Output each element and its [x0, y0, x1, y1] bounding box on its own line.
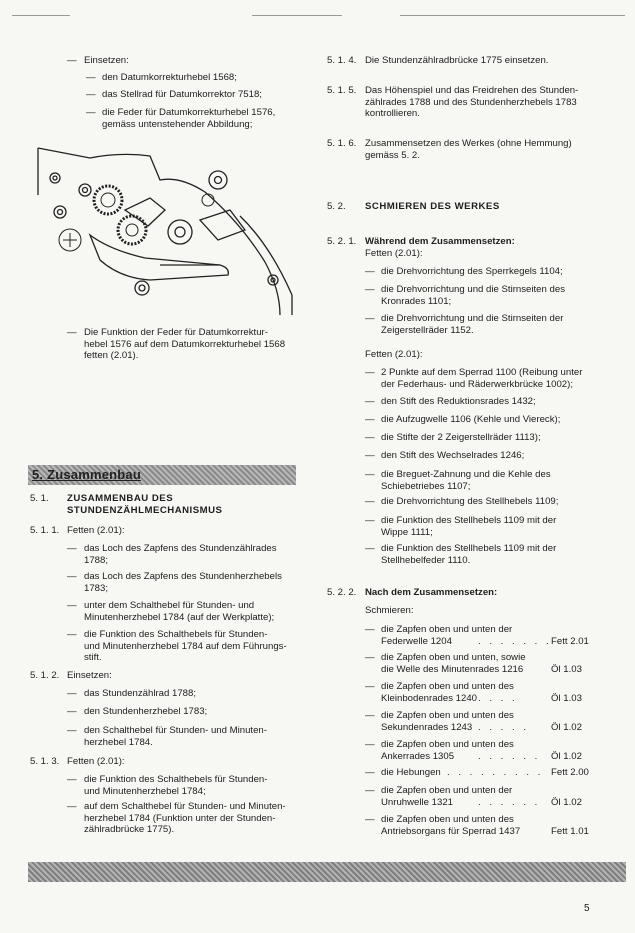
list-item: die Breguet-Zahnung und die Kehle des Schiebetriebes 1107; [381, 469, 551, 492]
dash: — [67, 571, 77, 582]
dash: — [365, 313, 375, 324]
dash: — [365, 450, 375, 461]
dash: — [86, 72, 96, 83]
dash: — [365, 739, 375, 750]
lubrication-item: die Zapfen oben und unten, sowie die Welle des Minutenrades 1216 [381, 652, 526, 675]
dash: — [365, 785, 375, 796]
list-item: die Aufzugwelle 1106 (Kehle und Viereck); [381, 414, 561, 425]
dash: — [365, 496, 375, 507]
section-number: 5. 1. 6. [327, 138, 357, 149]
list-item: das Stellrad für Datumkorrektor 7518; [102, 89, 262, 100]
section-number: 5. 1. 4. [327, 55, 357, 66]
lubricant-value: Fett 1.01 [551, 825, 589, 837]
lubricant-value: Öl 1.03 [551, 663, 582, 675]
dash: — [365, 624, 375, 635]
subsection-title: Während dem Zusammensetzen: [365, 236, 515, 247]
dash: — [365, 814, 375, 825]
dash: — [67, 600, 77, 611]
lubrication-item: die Zapfen oben und unten des Ankerrades 1305 [381, 739, 514, 762]
lubricant-value: Öl 1.02 [551, 750, 582, 762]
list-item: die Feder für Datumkorrekturhebel 1576, gemäss untenstehender Abbildung; [102, 107, 276, 130]
dash: — [67, 629, 77, 640]
list-item: die Funktion des Stellhebels 1109 mit der Stellhebelfeder 1110. [381, 543, 557, 566]
leader-dots: . . . . [478, 692, 518, 704]
list-item: die Drehvorrichtung und die Stirnseiten des Kronrades 1101; [381, 284, 565, 307]
lubricant-value: Öl 1.02 [551, 721, 582, 733]
lubrication-item: die Zapfen oben und unten des Kleinbodenrades 1240 [381, 681, 514, 704]
paragraph: Zusammensetzen des Werkes (ohne Hemmung) gemäss 5. 2. [365, 138, 572, 161]
section-header-bar [28, 465, 296, 485]
list-item: den Datumkorrekturhebel 1568; [102, 72, 237, 83]
section-number: 5. 2. [327, 201, 346, 212]
dash: — [365, 266, 375, 277]
list-item: die Funktion des Schalthebels für Stunden- und Minutenherzhebel 1784 auf dem Führungs- stift. [84, 629, 287, 664]
subsection-title: Nach dem Zusammensetzen: [365, 587, 498, 598]
section-title: 5. Zusammenbau [32, 467, 141, 482]
section-number: 5. 1. [30, 493, 49, 504]
dash: — [365, 543, 375, 554]
leader-dots: . . . . . . [478, 750, 541, 762]
dash: — [365, 414, 375, 425]
lubricant-value: Öl 1.03 [551, 692, 582, 704]
dash: — [365, 469, 375, 480]
subheading: Fetten (2.01): [67, 525, 125, 536]
lubrication-item: die Zapfen oben und unten des Sekundenrades 1243 [381, 710, 514, 733]
subheading: Einsetzen: [67, 670, 112, 681]
list-item: die Drehvorrichtung des Sperrkegels 1104; [381, 266, 563, 277]
leader-dots: . . . . . [478, 721, 529, 733]
list-item: unter dem Schalthebel für Stunden- und Minutenherzhebel 1784 (auf der Werkplatte); [84, 600, 275, 623]
figure-note: Die Funktion der Feder für Datumkorrektur- hebel 1576 auf dem Datumkorrekturhebel 1568 fetten (2.01). [84, 327, 286, 362]
dash: — [67, 774, 77, 785]
top-rule-mid [252, 15, 342, 16]
list-item: die Drehvorrichtung und die Stirnseiten der Zeigerstellräder 1152. [381, 313, 564, 336]
lubrication-item: die Zapfen oben und unten des Antriebsorgans für Sperrad 1437 [381, 814, 521, 837]
section-number: 5. 1. 1. [30, 525, 60, 536]
footer-bar [28, 862, 626, 882]
lubricant-value: Öl 1.02 [551, 796, 582, 808]
einsetzen-heading: Einsetzen: [84, 55, 129, 66]
list-item: auf dem Schalthebel für Stunden- und Minuten- herzhebel 1784 (Funktion unter der Stunden- zählradbrücke 1775). [84, 801, 286, 836]
top-rule-left [12, 15, 70, 16]
list-item: das Loch des Zapfens des Stundenherzhebels 1783; [84, 571, 282, 594]
subheading: Fetten (2.01): [67, 756, 125, 767]
dash: — [67, 688, 77, 699]
list-item: den Stift des Wechselrades 1246; [381, 450, 525, 461]
dash: — [67, 327, 77, 338]
dash: — [67, 543, 77, 554]
list-item: die Stifte der 2 Zeigerstellräder 1113); [381, 432, 541, 443]
leader-dots: . . . . . . . [478, 635, 552, 647]
dash: — [86, 89, 96, 100]
dash: — [365, 515, 375, 526]
lubrication-item: die Hebungen [381, 767, 441, 778]
section-number: 5. 1. 5. [327, 85, 357, 96]
list-item: den Stift des Reduktionsrades 1432; [381, 396, 536, 407]
list-item: das Loch des Zapfens des Stundenzählrades 1788; [84, 543, 277, 566]
list-item: den Stundenherzhebel 1783; [84, 706, 208, 717]
paragraph: Die Stundenzählradbrücke 1775 einsetzen. [365, 55, 549, 66]
dash: — [365, 432, 375, 443]
lubricant-value: Fett 2.00 [551, 767, 589, 778]
list-item: das Stundenzählrad 1788; [84, 688, 197, 699]
list-item: den Schalthebel für Stunden- und Minuten- herzhebel 1784. [84, 725, 267, 748]
subheading: Fetten (2.01): [365, 248, 423, 259]
dash: — [365, 367, 375, 378]
paragraph: Das Höhenspiel und das Freidrehen des Stunden- zählrades 1788 und des Stundenherzhebels 1783 kontrollieren. [365, 85, 579, 120]
lubrication-item: die Zapfen oben und unten der Federwelle 1204 [381, 624, 513, 647]
dash: — [365, 681, 375, 692]
dash: — [67, 801, 77, 812]
list-item: die Drehvorrichtung des Stellhebels 1109; [381, 496, 559, 507]
section-title: SCHMIEREN DES WERKES [365, 201, 500, 212]
dash: — [67, 55, 77, 66]
subheading: Fetten (2.01): [365, 349, 423, 360]
dash: — [365, 710, 375, 721]
section-number: 5. 2. 1. [327, 236, 357, 247]
list-item: die Funktion des Stellhebels 1109 mit der Wippe 1111; [381, 515, 557, 538]
section-title: ZUSAMMENBAU DES STUNDENZÄHLMECHANISMUS [67, 493, 223, 516]
dash: — [365, 767, 375, 778]
list-item: 2 Punkte auf dem Sperrad 1100 (Reibung unter der Federhaus- und Räderwerkbrücke 1002); [381, 367, 583, 390]
dash: — [365, 284, 375, 295]
list-item: die Funktion des Schalthebels für Stunden- und Minutenherzhebel 1784; [84, 774, 268, 797]
section-number: 5. 1. 2. [30, 670, 60, 681]
dash: — [67, 706, 77, 717]
subheading: Schmieren: [365, 605, 414, 616]
page-number: 5 [584, 903, 590, 914]
section-number: 5. 2. 2. [327, 587, 357, 598]
leader-dots: . . . . . . [478, 796, 541, 808]
dash: — [365, 396, 375, 407]
leader-dots: . . . . . . . . . [447, 767, 544, 778]
lubricant-value: Fett 2.01 [551, 635, 589, 647]
dash: — [86, 107, 96, 118]
dash: — [365, 652, 375, 663]
lubrication-item: die Zapfen oben und unten der Unruhwelle 1321 [381, 785, 513, 808]
section-number: 5. 1. 3. [30, 756, 60, 767]
mechanism-figure [30, 140, 298, 318]
dash: — [67, 725, 77, 736]
top-rule-right [400, 15, 625, 16]
